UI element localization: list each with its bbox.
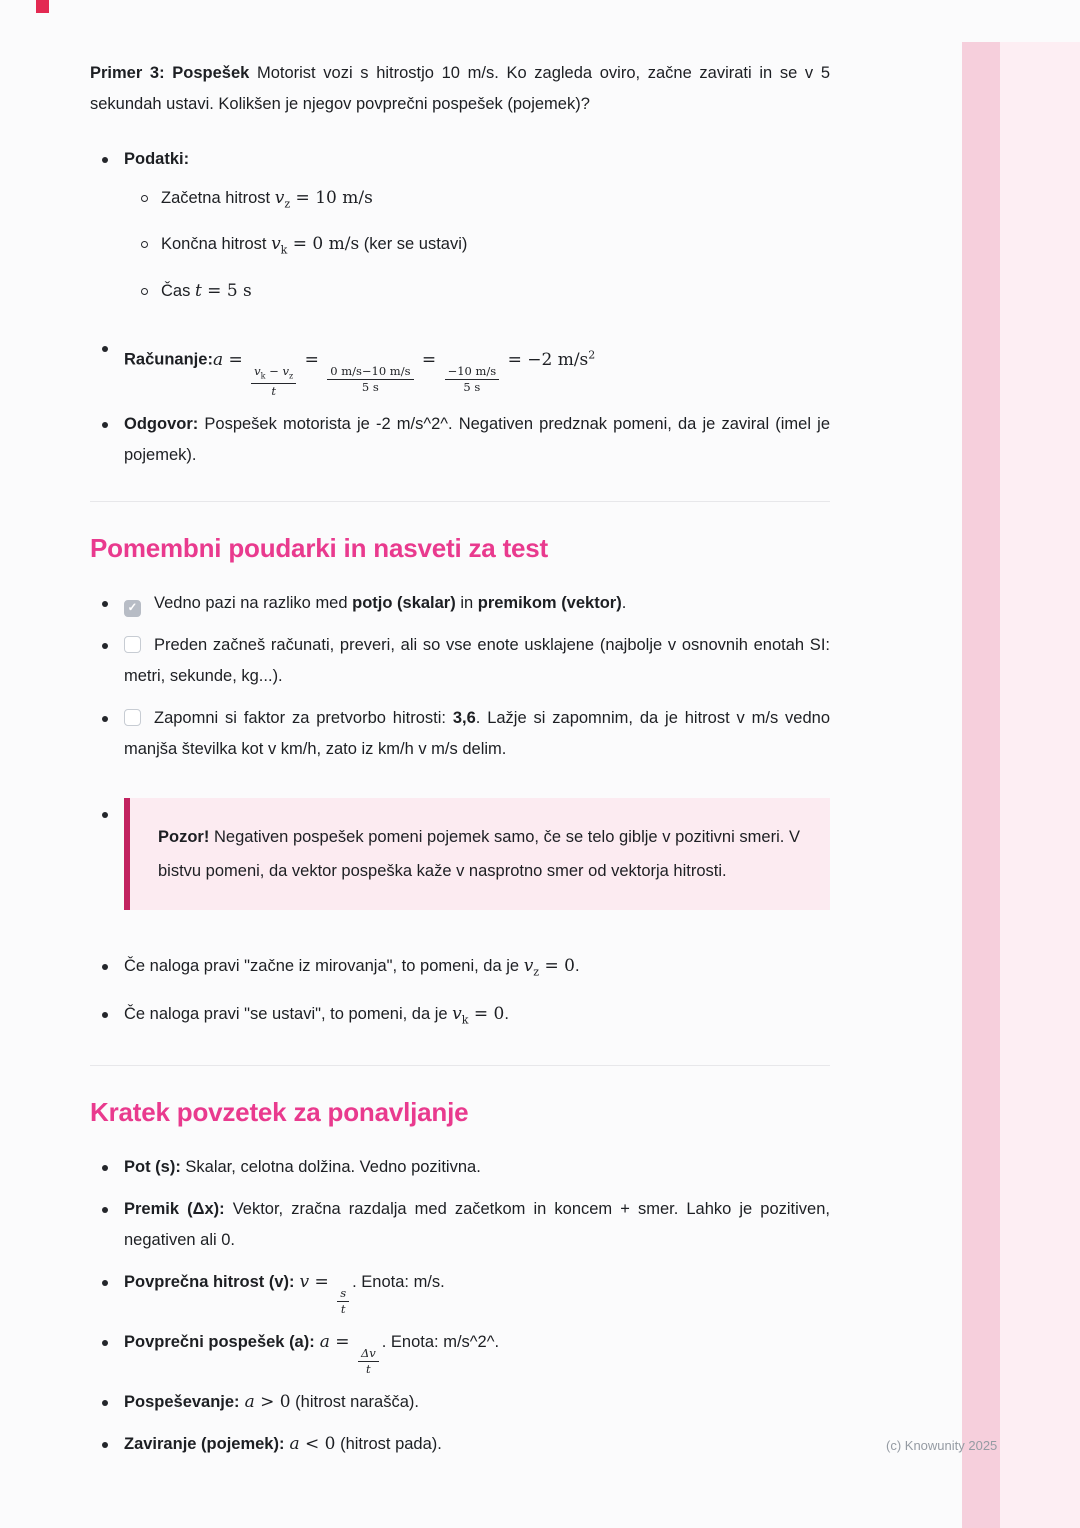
list-item-cas [140,276,830,312]
fraction: $\frac{0 m/s-10 m/s}{5 s}$ [327,365,413,394]
bullet-icon [90,409,124,471]
checklist-item [90,703,830,765]
acceleration-formula: a = $\frac{v_k - v_z}{t}$ = $\frac{0 m/s-10 m/s}{5 s}$ = $\frac{-10 m/s}{5 s}$ = −2 $m/s^2$ [212,348,596,399]
odgovor-text: Pospešek motorista je -2 m/s^2^. Negativen predznak pomeni, da je zaviral (imel je pojemek). [124,415,830,465]
bullet-icon [90,776,124,940]
example-3-title: Primer 3: Pospešek [90,64,250,82]
text-run: . Enota: m/s. [352,1272,445,1291]
bullet-icon [90,144,124,322]
bullet-icon [90,588,124,619]
text-run: Če naloga pravi "začne iz mirovanja", to pomeni, da je [124,957,524,976]
list-item-zacetna-hitrost [140,183,830,219]
callout-label: Pozor! [158,828,210,847]
fraction: $\frac{-10 m/s}{5 s}$ [445,365,500,394]
summary-item [90,1429,830,1460]
summary-item [90,1194,830,1256]
bullet-icon [90,333,124,398]
note-item [90,999,830,1035]
text-run: (ker se ustavi) [359,235,468,254]
example-3-text: Motorist vozi s hitrostjo 10 m/s. Ko zagleda oviro, začne zavirati in se v 5 sekundah ustavi. Kolikšen je njegov povprečni pospešek (pojemek)? [90,64,830,113]
warning-callout [124,798,830,910]
bullet-icon [90,999,124,1035]
text-run: Začetna hitrost [161,189,275,207]
text-run: . Lažje si zapomnim, da je hitrost v m/s vedno manjša številka kot v km/h, zato iz km/h v m/s delim. [124,709,831,759]
summary-item [90,1327,830,1376]
copyright-credit: (c) Knowunity 2025 [886,1438,998,1453]
summary-item [90,1267,830,1316]
bullet-icon [90,703,124,765]
divider [90,501,830,502]
callout-item [90,776,830,940]
math-expression: v = $\frac{s}{t}$ [300,1272,353,1292]
fraction: $\frac{v_k - v_z}{t}$ [251,365,296,398]
term-label: Povprečna hitrost (v): [124,1272,295,1291]
term-label: Pot (s): [124,1157,181,1176]
text-run: Končna hitrost [161,235,272,254]
term-label: Povprečni pospešek (a): [124,1332,315,1351]
bullet-icon [90,1387,124,1418]
circle-bullet-icon [140,229,161,265]
bullet-icon [90,951,124,987]
callout-text: Negativen pospešek pomeni pojemek samo, če se telo giblje v pozitivni smeri. V bistvu pomeni, da vektor pospeška kaže v nasprotno smer od vektorja hitrosti. [158,828,800,881]
podatki-sublist [140,183,830,312]
text-run: Skalar, celotna dolžina. Vedno pozitivna. [180,1157,481,1176]
example-3-list [90,144,830,471]
list-item-racunanje [90,333,830,398]
math-expression: $v_z = 0$ [523,956,575,979]
bullet-icon [90,1152,124,1183]
bullet-icon [90,1194,124,1256]
bullet-icon [90,630,124,692]
text-run: Čas [161,281,195,300]
text-run-bold: 3,6 [452,709,476,728]
bullet-icon [90,1267,124,1316]
math-expression: a = $\frac{\Delta v}{t}$ [320,1332,382,1352]
checkbox[interactable] [124,600,141,617]
term-label: Pospeševanje: [124,1392,240,1411]
text-run: Preden začneš računati, preveri, ali so vse enote usklajene (najbolje v osnovnih enotah SI: metri, sekunde, kg...). [124,636,830,686]
term-label: Premik (Δx): [124,1199,225,1218]
circle-bullet-icon [140,183,161,219]
bullet-icon [90,1429,124,1460]
circle-bullet-icon [140,276,161,312]
text-run: . [621,594,627,613]
text-run: Če naloga pravi "se ustavi", to pomeni, da je [124,1004,453,1023]
list-item-koncna-hitrost [140,229,830,265]
list-item-odgovor [90,409,830,471]
text-run: (hitrost pada). [335,1434,442,1453]
math-expression: a > 0 [244,1391,291,1412]
text-run-bold: potjo (skalar) [352,594,456,613]
list-item-podatki [90,144,830,322]
text-run: . Enota: m/s^2^. [381,1332,500,1351]
text-run-bold: premikom (vektor) [477,594,622,613]
text-run: . [574,957,580,976]
math-expression: $v_z = 10$ m/s [274,188,373,211]
summary-item [90,1387,830,1418]
section-heading-tips: Pomembni poudarki in nasveti za test [90,533,549,564]
summary-item [90,1152,830,1183]
text-run: (hitrost narašča). [290,1392,419,1411]
text-run: . [504,1004,509,1023]
note-item [90,951,830,987]
math-expression: a < 0 [289,1433,336,1454]
podatki-label: Podatki: [124,150,190,168]
bullet-icon [90,1327,124,1376]
text-run: in [455,594,478,613]
right-margin-stripe-dark [962,42,1000,1528]
odgovor-label: Odgovor: [124,415,199,434]
checklist-item [90,588,830,619]
checklist-item [90,630,830,692]
text-run: Zapomni si faktor za pretvorbo hitrosti: [154,709,453,728]
summary-list [90,1152,830,1460]
math-expression: $v_k = 0$ [452,1003,505,1026]
racunanje-label: Računanje: [124,350,213,369]
right-margin-stripe-light [1000,42,1080,1528]
text-run: Vedno pazi na razliko med [154,594,353,613]
checkbox[interactable] [124,636,141,653]
term-label: Zaviranje (pojemek): [124,1434,285,1453]
fraction: $\frac{s}{t}$ [337,1287,349,1316]
math-expression: $v_k = 0$ m/s [271,234,360,257]
checkbox[interactable] [124,709,141,726]
text-run: Vektor, zračna razdalja med začetkom in koncem + smer. Lahko je pozitiven, negativen ali 0. [124,1199,830,1249]
example-3-paragraph [90,58,830,120]
math-expression: t = 5 s [194,280,252,301]
divider [90,1065,830,1066]
fraction: $\frac{\Delta v}{t}$ [358,1347,379,1376]
tips-list [90,588,830,1035]
section-heading-summary: Kratek povzetek za ponavljanje [90,1096,469,1127]
